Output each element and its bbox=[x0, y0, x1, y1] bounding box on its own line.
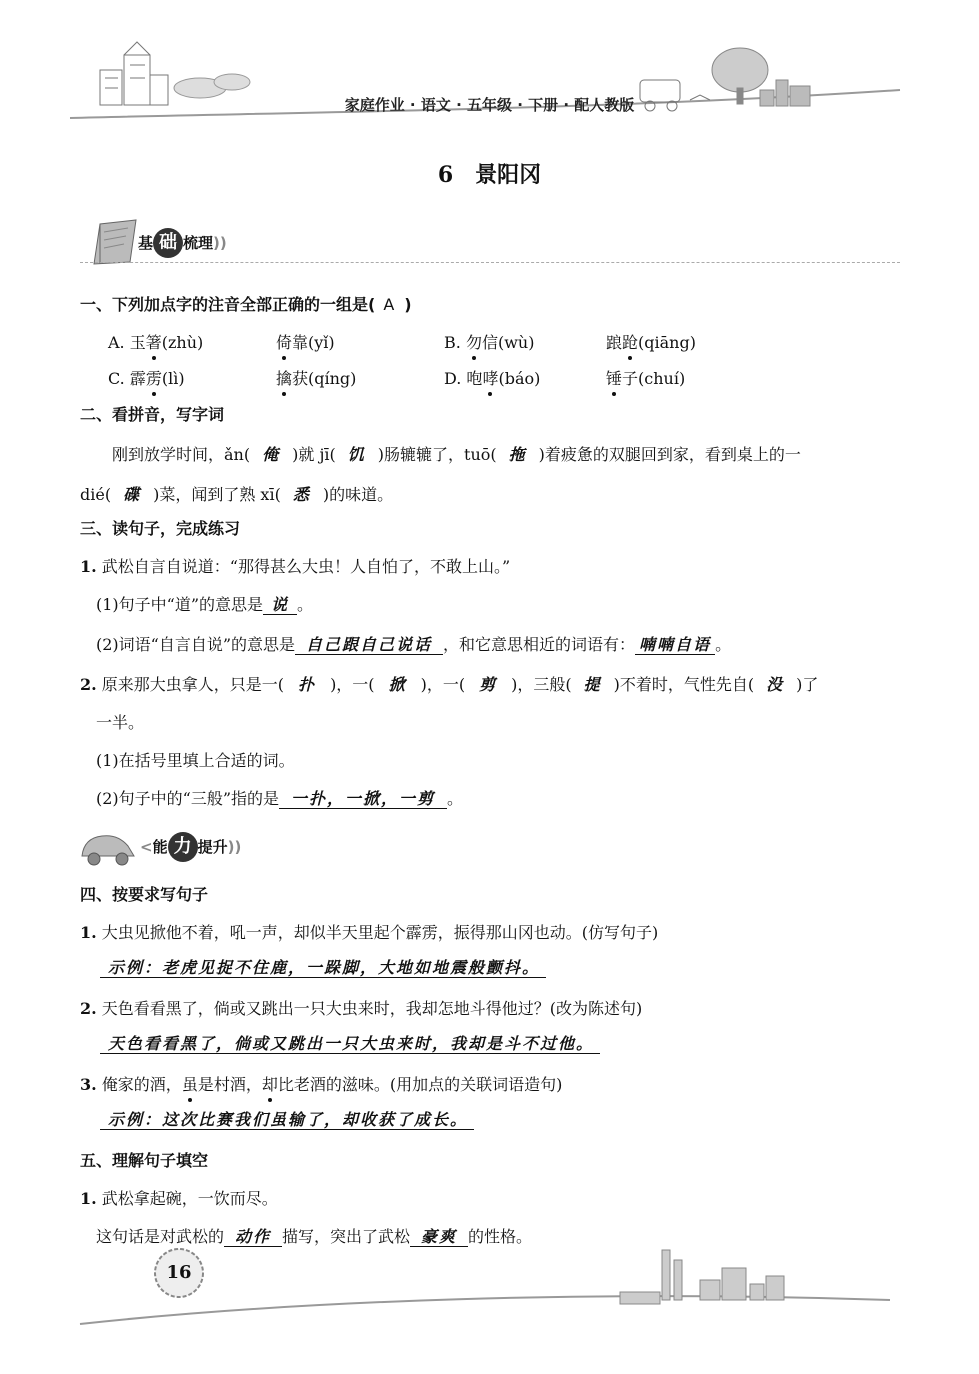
badge-char-3: 提升 bbox=[197, 838, 228, 856]
section3-q1-1: (1)句子中“道”的意思是 说 。 bbox=[96, 595, 314, 614]
option-b2: 踉跄(qiāng) bbox=[606, 330, 696, 353]
section4-heading: 四、按要求写句子 bbox=[80, 885, 209, 904]
section4-q2: 2. 天色看看黑了，倘或又跳出一只大虫来时，我却怎地斗得他过？(改为陈述句) bbox=[80, 999, 643, 1018]
option-d2: 锤子(chuí) bbox=[606, 366, 685, 389]
option-a1: A. 玉箸(zhù) bbox=[108, 330, 203, 353]
section3-q2-cont: 一半。 bbox=[96, 713, 145, 732]
section1-answer: A bbox=[383, 295, 397, 314]
footer-decoration bbox=[0, 1240, 979, 1360]
option-c1: C. 霹雳(lì) bbox=[108, 366, 185, 389]
section3-q1-2: (2)词语“自言自说”的意思是 自己跟自己说话 ，和它意思相近的词语有： 喃喃自语 。 bbox=[96, 635, 732, 654]
section3-q2: 2. 原来那大虫拿人，只是一( 扑 )，一( 掀 )，一( 剪 )，三般( 提 )不着时，气性先自( 没 )了 bbox=[80, 675, 819, 694]
section4-a2: 天色看看黑了，倘或又跳出一只大虫来时，我却是斗不过他。 bbox=[100, 1034, 600, 1054]
section4-a3: 示例：这次比赛我们虽输了，却收获了成长。 bbox=[100, 1110, 474, 1130]
section4-q3: 3. 俺家的酒，虽是村酒，却比老酒的滋味。(用加点的关联词语造句) bbox=[80, 1072, 562, 1095]
page-number: 16 bbox=[166, 1262, 192, 1283]
section2-heading: 二、看拼音，写字词 bbox=[80, 405, 225, 424]
section3-q1: 1. 武松自言自说道：“那得甚么大虫！人自怕了，不敢上山。” bbox=[80, 557, 511, 576]
badge-char-2: 础 bbox=[153, 228, 183, 258]
section4-q1: 1. 大虫见掀他不着，吼一声，却似半天里起个霹雳，振得那山冈也动。(仿写句子) bbox=[80, 923, 659, 942]
section4-a1: 示例：老虎见捉不住鹿，一跺脚，大地如地震般颤抖。 bbox=[100, 958, 546, 978]
option-c2: 擒获(qíng) bbox=[276, 366, 356, 389]
section3-heading: 三、读句子，完成练习 bbox=[80, 519, 241, 538]
badge-char-2: 力 bbox=[168, 832, 198, 862]
section3-q2-1: (1)在括号里填上合适的词。 bbox=[96, 751, 295, 770]
option-d1: D. 咆哮(báo) bbox=[444, 366, 540, 389]
section5-q1: 1. 武松拿起碗，一饮而尽。 bbox=[80, 1189, 278, 1208]
section5-heading: 五、理解句子填空 bbox=[80, 1151, 209, 1170]
section-badge-basic: 基 础 梳理)) bbox=[90, 218, 290, 270]
badge-char-1: 能 bbox=[152, 838, 168, 856]
section3-q2-2: (2)句子中的“三般”指的是 一扑，一掀，一剪 。 bbox=[96, 789, 464, 808]
divider bbox=[80, 262, 900, 263]
section1-heading: 一、下列加点字的注音全部正确的一组是( A ) bbox=[80, 295, 412, 314]
header-title: 家庭作业 · 语文 · 五年级 · 下册 · 配人教版 bbox=[344, 96, 635, 114]
section-badge-ability: <能 力 提升)) bbox=[78, 822, 298, 874]
section2-line1: 刚到放学时间，ǎn( 俺 )就 jī( 饥 )肠辘辘了，tuō( 拖 )着疲惫的双腿回到家，看到桌上的一 bbox=[112, 445, 801, 464]
car-icon bbox=[78, 826, 138, 870]
badge-char-3: 梳理 bbox=[183, 234, 214, 252]
option-b1: B. 勿信(wù) bbox=[444, 330, 534, 353]
section2-line2: dié( 碟 )菜，闻到了熟 xī( 悉 )的味道。 bbox=[80, 485, 394, 504]
section5-fill: 这句话是对武松的 动作 描写，突出了武松 豪爽 的性格。 bbox=[96, 1227, 533, 1246]
page-title: 6 景阳冈 bbox=[437, 162, 542, 188]
badge-char-1: 基 bbox=[138, 234, 154, 252]
option-a2: 倚靠(yǐ) bbox=[276, 330, 335, 353]
